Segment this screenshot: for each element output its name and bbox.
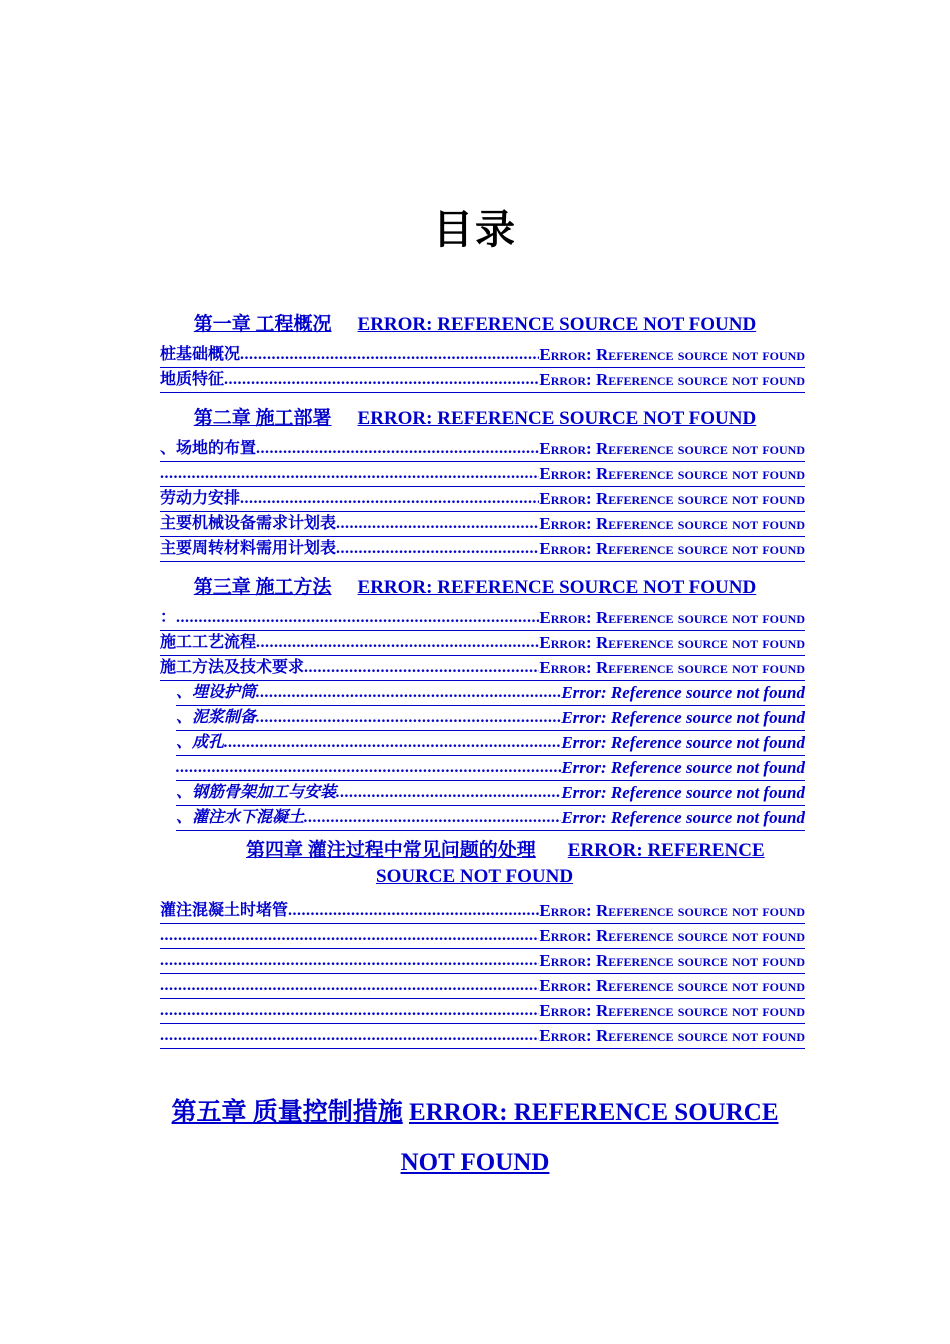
- toc-chapter-4[interactable]: [246, 838, 776, 890]
- toc-leader-dots: [160, 999, 539, 1023]
- toc-entry-ref: Error: Reference source not found: [539, 439, 805, 458]
- toc-entry-ref: Error: Reference source not found: [539, 370, 805, 389]
- toc-entry[interactable]: [160, 437, 805, 462]
- toc-leader-dots: [224, 368, 539, 392]
- toc-leader-dots: [160, 462, 539, 486]
- toc-leader-dots: [256, 631, 539, 655]
- toc-leader-dots: [288, 899, 539, 923]
- toc-subentry[interactable]: [176, 781, 805, 806]
- toc-entry[interactable]: [160, 487, 805, 512]
- toc-entry-label: 、灌注水下混凝土: [176, 809, 305, 826]
- toc-chapter-5-ref-line2[interactable]: NOT FOUND: [400, 1149, 550, 1176]
- toc-entry[interactable]: [160, 462, 805, 487]
- toc-entry[interactable]: [160, 343, 805, 368]
- toc-leader-dots: [336, 512, 539, 536]
- toc-entry-label: 主要周转材料需用计划表: [160, 540, 337, 557]
- toc-entry-label: ：: [160, 609, 177, 626]
- toc-leader-dots: [240, 487, 539, 511]
- toc-chapter-1-label[interactable]: 第一章 工程概况: [193, 314, 332, 335]
- toc-entry[interactable]: [160, 606, 805, 631]
- toc-entry-label: 、成孔: [176, 734, 225, 751]
- toc-entry[interactable]: [160, 949, 805, 974]
- toc-subentry[interactable]: [176, 706, 805, 731]
- toc-entry-ref: Error: Reference source not found: [539, 464, 805, 483]
- toc-entry-label: 施工方法及技术要求: [160, 659, 305, 676]
- toc-chapter-2[interactable]: [0, 403, 950, 430]
- toc-entry-ref: Error: Reference source not found: [561, 783, 805, 802]
- toc-subentry[interactable]: [176, 756, 805, 781]
- toc-leader-dots: [304, 656, 539, 680]
- toc-subentry[interactable]: [176, 806, 805, 831]
- toc-leader-dots: [176, 756, 561, 780]
- toc-entry-ref: Error: Reference source not found: [561, 808, 805, 827]
- toc-chapter-4-label[interactable]: 第四章 灌注过程中常见问题的处理: [246, 840, 536, 861]
- toc-leader-dots: [304, 806, 561, 830]
- toc-entry-label: 主要机械设备需求计划表: [160, 515, 337, 532]
- toc-entry-ref: Error: Reference source not found: [561, 708, 805, 727]
- toc-chapter-2-ref[interactable]: ERROR: REFERENCE SOURCE NOT FOUND: [357, 408, 757, 429]
- toc-entry-ref: Error: Reference source not found: [539, 345, 805, 364]
- toc-chapter-2-label[interactable]: 第二章 施工部署: [193, 408, 332, 429]
- toc-entry-label: 、泥浆制备: [176, 709, 257, 726]
- toc-entry[interactable]: [160, 512, 805, 537]
- toc-entry-ref: Error: Reference source not found: [539, 951, 805, 970]
- toc-entry-ref: Error: Reference source not found: [539, 976, 805, 995]
- toc-entry[interactable]: [160, 924, 805, 949]
- toc-chapter-3-ref[interactable]: ERROR: REFERENCE SOURCE NOT FOUND: [357, 577, 757, 598]
- toc-entry-label: 地质特征: [160, 371, 225, 388]
- toc-entry[interactable]: [160, 899, 805, 924]
- toc-subentry[interactable]: [176, 731, 805, 756]
- toc-chapter-1-ref[interactable]: ERROR: REFERENCE SOURCE NOT FOUND: [357, 314, 757, 335]
- toc-entry-label: 灌注混凝土时堵管: [160, 902, 289, 919]
- toc-entry-ref: Error: Reference source not found: [539, 658, 805, 677]
- toc-entry-ref: Error: Reference source not found: [561, 683, 805, 702]
- toc-leader-dots: [224, 731, 561, 755]
- toc-entry-label: 、埋设护筒: [176, 684, 257, 701]
- toc-entry-ref: Error: Reference source not found: [561, 758, 805, 777]
- toc-leader-dots: [176, 606, 539, 630]
- toc-entry[interactable]: [160, 368, 805, 393]
- toc-chapter-4-ref-line2[interactable]: SOURCE NOT FOUND: [376, 866, 574, 887]
- toc-entry-label: 桩基础概况: [160, 346, 241, 363]
- toc-entry-ref: Error: Reference source not found: [539, 608, 805, 627]
- toc-entry[interactable]: [160, 537, 805, 562]
- toc-entry-ref: Error: Reference source not found: [539, 539, 805, 558]
- toc-chapter-1[interactable]: [0, 309, 950, 336]
- toc-entry-label: 、场地的布置: [160, 440, 257, 457]
- toc-entry-ref: Error: Reference source not found: [539, 1001, 805, 1020]
- toc-entry-ref: Error: Reference source not found: [561, 733, 805, 752]
- toc-entry[interactable]: [160, 1024, 805, 1049]
- toc-leader-dots: [160, 1024, 539, 1048]
- toc-entry-ref: Error: Reference source not found: [539, 489, 805, 508]
- toc-chapter-5[interactable]: [0, 1088, 950, 1188]
- toc-entry[interactable]: [160, 999, 805, 1024]
- toc-entry-ref: Error: Reference source not found: [539, 1026, 805, 1045]
- toc-entry-label: 、钢筋骨架加工与安装: [176, 784, 337, 801]
- toc-leader-dots: [256, 681, 561, 705]
- toc-leader-dots: [336, 537, 539, 561]
- toc-entry[interactable]: [160, 656, 805, 681]
- toc-entry-label: 劳动力安排: [160, 490, 241, 507]
- toc-leader-dots: [160, 949, 539, 973]
- toc-leader-dots: [336, 781, 561, 805]
- toc-subentry[interactable]: [176, 681, 805, 706]
- toc-chapter-5-label[interactable]: 第五章 质量控制措施: [171, 1099, 403, 1126]
- toc-title: 目录: [433, 207, 517, 252]
- toc-entry-ref: Error: Reference source not found: [539, 901, 805, 920]
- toc-entry-ref: Error: Reference source not found: [539, 633, 805, 652]
- toc-entry[interactable]: [160, 974, 805, 999]
- toc-entry[interactable]: [160, 631, 805, 656]
- toc-entry-ref: Error: Reference source not found: [539, 926, 805, 945]
- toc-chapter-3-label[interactable]: 第三章 施工方法: [193, 577, 332, 598]
- toc-leader-dots: [256, 706, 561, 730]
- toc-entry-label: 施工工艺流程: [160, 634, 257, 651]
- toc-leader-dots: [160, 974, 539, 998]
- toc-entry-ref: Error: Reference source not found: [539, 514, 805, 533]
- toc-chapter-4-ref-line1[interactable]: ERROR: REFERENCE: [567, 840, 765, 861]
- toc-leader-dots: [240, 343, 539, 367]
- toc-chapter-5-ref-line1[interactable]: ERROR: REFERENCE SOURCE: [409, 1099, 779, 1126]
- toc-leader-dots: [160, 924, 539, 948]
- toc-leader-dots: [256, 437, 539, 461]
- toc-chapter-3[interactable]: [0, 572, 950, 599]
